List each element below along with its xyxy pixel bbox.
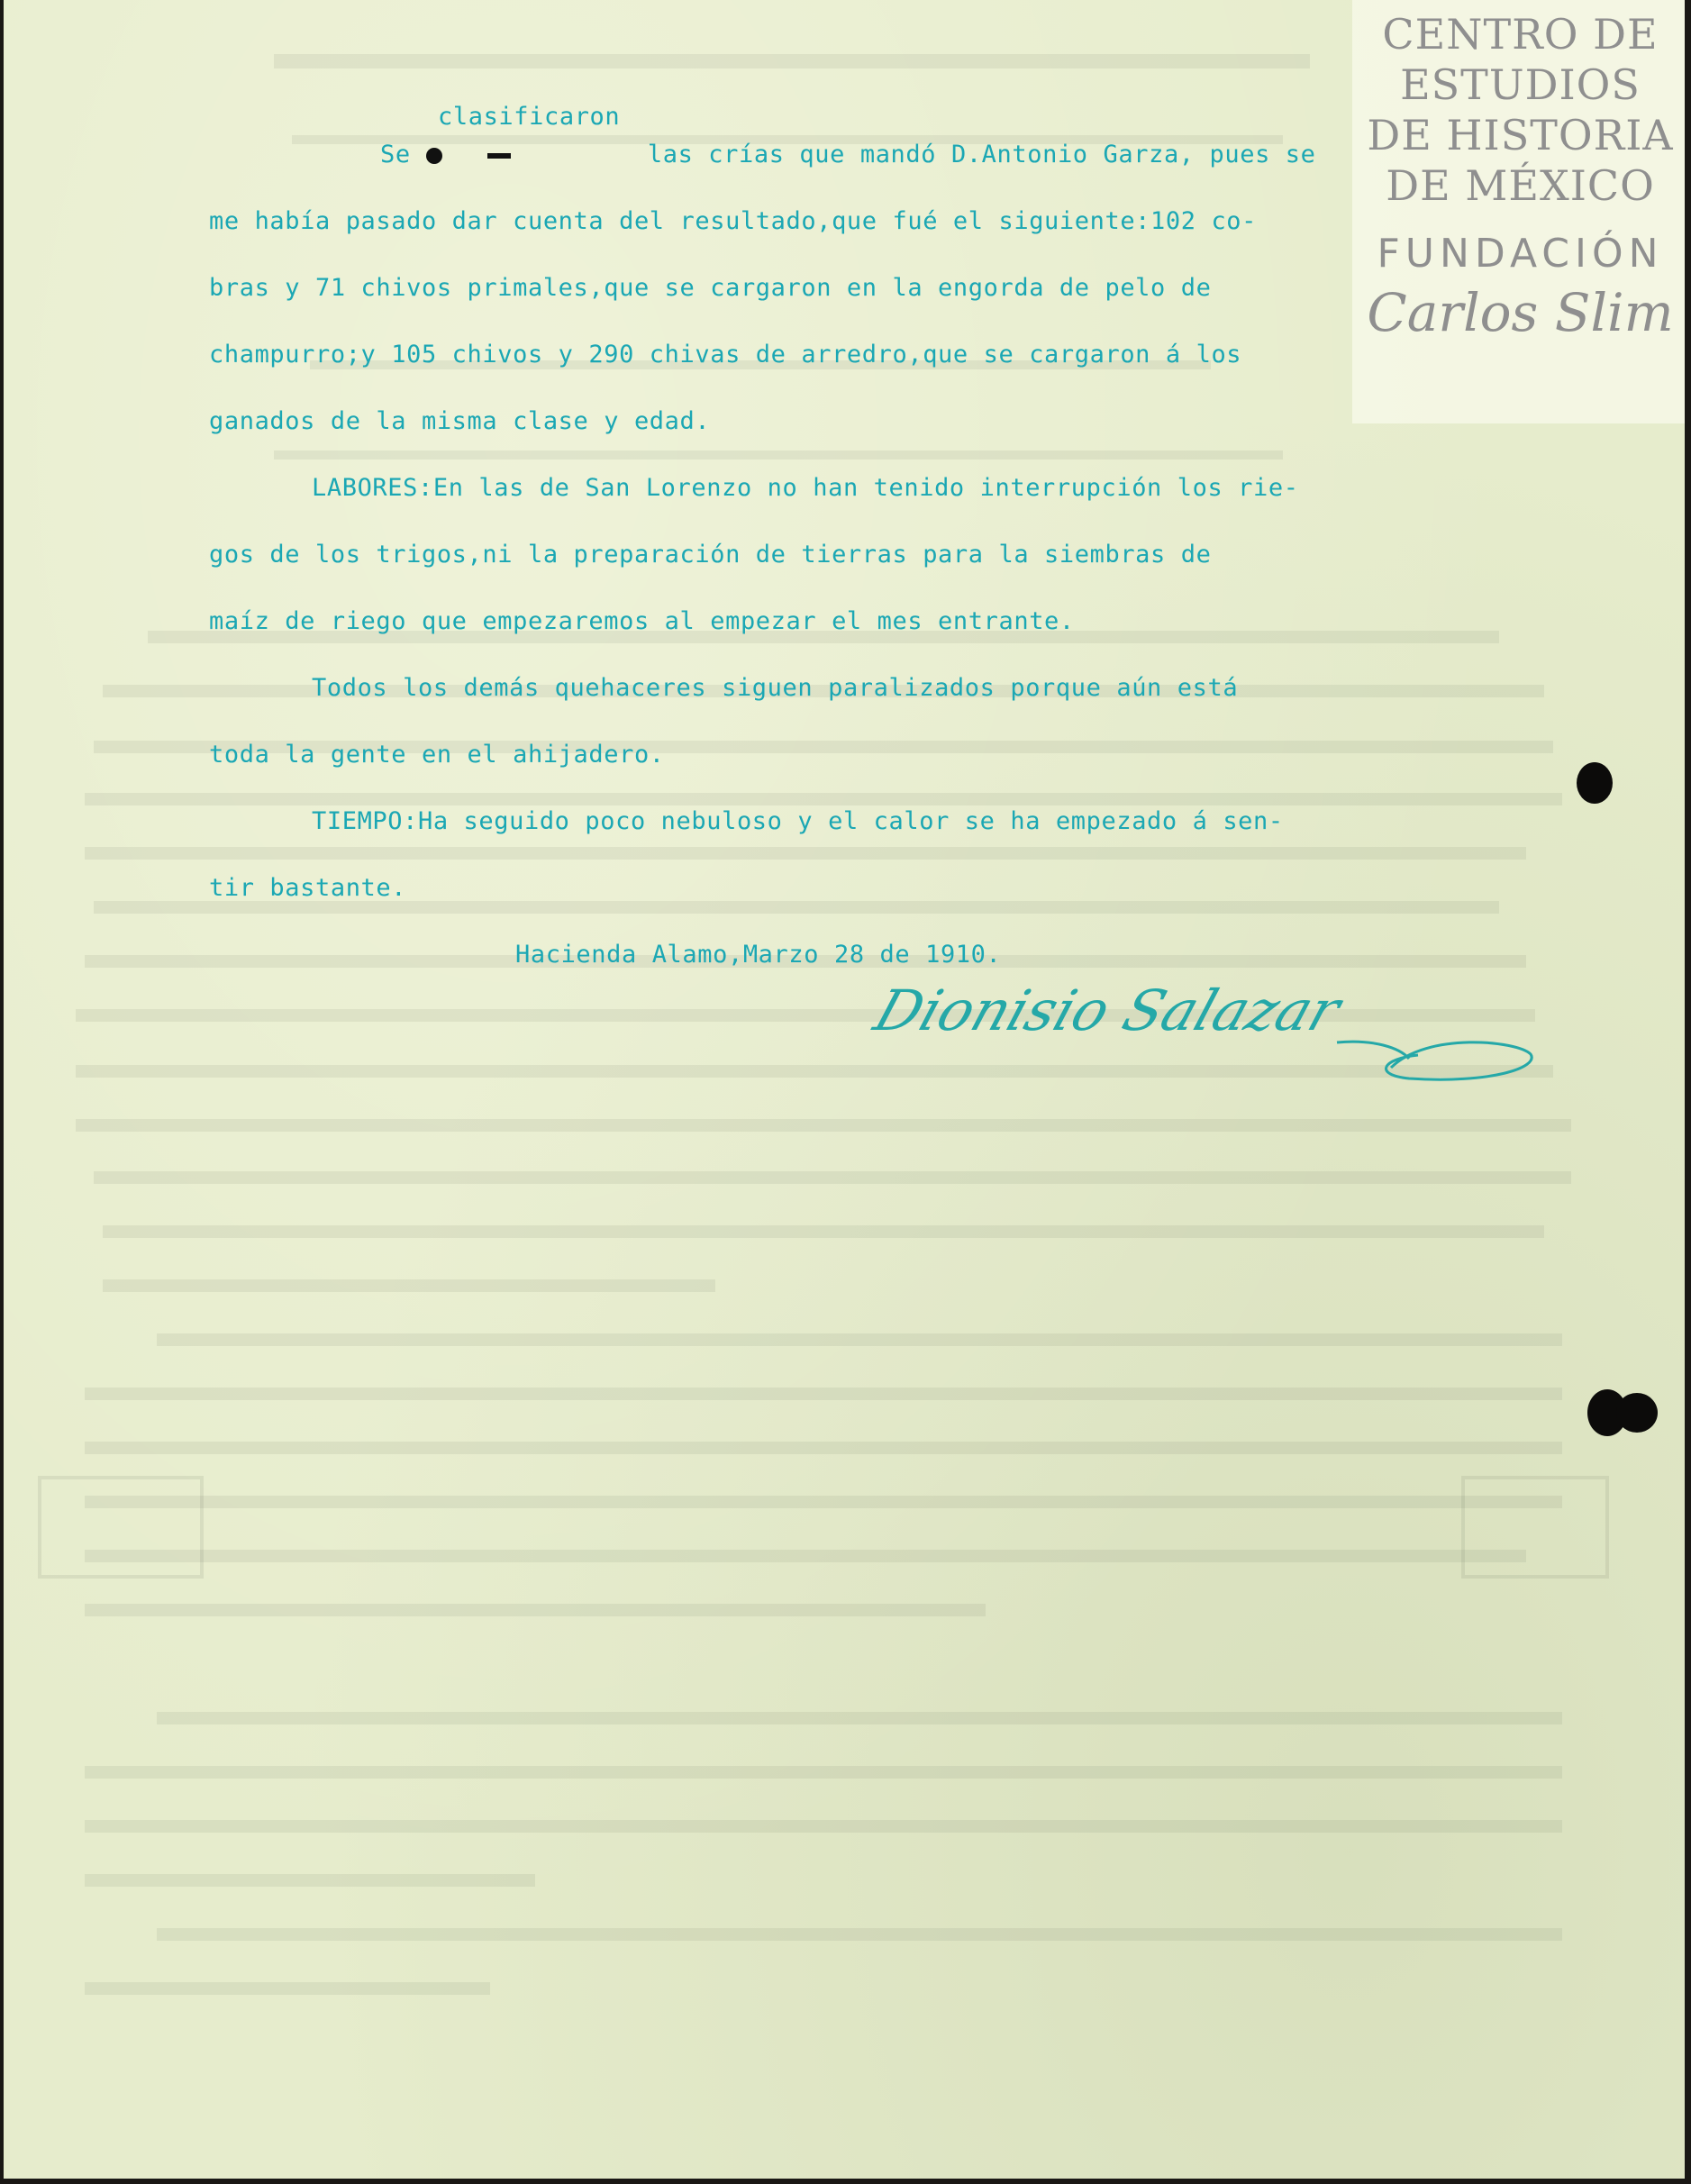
redaction-mark bbox=[426, 148, 442, 164]
letter-line-9: Todos los demás quehaceres siguen paralizados porque aún está bbox=[312, 674, 1239, 702]
punch-hole-lower-b bbox=[1616, 1393, 1658, 1433]
redaction-dash bbox=[487, 153, 511, 159]
letter-line-5: ganados de la misma clase y edad. bbox=[209, 407, 711, 435]
handwritten-correction: clasificaron bbox=[438, 103, 621, 131]
stamp-line-5: FUNDACIÓN bbox=[1377, 231, 1664, 277]
letter-line-8: maíz de riego que empezaremos al empezar el mes entrante. bbox=[209, 607, 1075, 635]
letter-line-3: bras y 71 chivos primales,que se cargaron en la engorda de pelo de bbox=[209, 274, 1212, 302]
letter-line-7: gos de los trigos,ni la preparación de tierras para la siembras de bbox=[209, 541, 1212, 569]
stamp-line-1: CENTRO DE bbox=[1382, 10, 1659, 59]
letter-line-2: me había pasado dar cuenta del resultado,que fué el siguiente:102 co- bbox=[209, 207, 1258, 235]
line-1-end: las crías que mandó D.Antonio Garza, pues se bbox=[647, 141, 1316, 168]
stamp-line-2: ESTUDIOS bbox=[1400, 60, 1641, 109]
letter-closing: Hacienda Alamo,Marzo 28 de 1910. bbox=[515, 941, 1002, 969]
struck-text bbox=[457, 141, 487, 168]
letter-line-11: TIEMPO:Ha seguido poco nebuloso y el calor se ha empezado á sen- bbox=[312, 807, 1284, 835]
stamp-line-4: DE MÉXICO bbox=[1386, 161, 1655, 210]
archive-stamp bbox=[1352, 0, 1685, 423]
letter-line-4: champurro;y 105 chivos y 290 chivas de arredro,que se cargaron á los bbox=[209, 341, 1242, 369]
stamp-signature: Carlos Slim bbox=[1367, 282, 1674, 343]
line-1-start: Se bbox=[380, 141, 411, 168]
letter-line-10: toda la gente en el ahijadero. bbox=[209, 741, 665, 769]
document-page bbox=[4, 0, 1685, 2179]
signature-text: Dionisio Salazar bbox=[867, 978, 1349, 1043]
letter-line-1 bbox=[380, 139, 1316, 171]
stamp-line-3: DE HISTORIA bbox=[1367, 111, 1674, 159]
letter-line-12: tir bastante. bbox=[209, 874, 407, 902]
punch-hole-upper bbox=[1577, 762, 1613, 804]
signature bbox=[868, 969, 1553, 1104]
letter-line-6: LABORES:En las de San Lorenzo no han tenido interrupción los rie- bbox=[312, 474, 1299, 502]
